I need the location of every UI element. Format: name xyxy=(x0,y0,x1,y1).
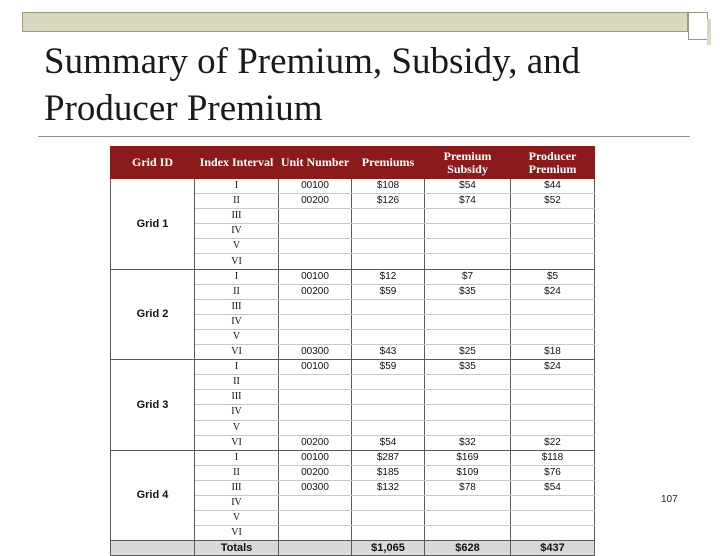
unit-number-cell xyxy=(279,405,352,420)
premiums-cell xyxy=(352,209,425,224)
unit-number-cell: 00100 xyxy=(279,269,352,284)
totals-producer: $437 xyxy=(511,541,595,556)
producer-premium-cell: $52 xyxy=(511,194,595,209)
premiums-cell xyxy=(352,526,425,541)
index-interval-cell: V xyxy=(195,239,279,254)
premiums-cell: $54 xyxy=(352,435,425,450)
index-interval-cell: VI xyxy=(195,526,279,541)
premium-subsidy-cell: $78 xyxy=(425,480,511,495)
index-interval-cell: II xyxy=(195,465,279,480)
table-body xyxy=(111,179,595,541)
unit-number-cell: 00200 xyxy=(279,284,352,299)
index-interval-cell: IV xyxy=(195,495,279,510)
premium-subsidy-cell xyxy=(425,526,511,541)
index-interval-cell: I xyxy=(195,269,279,284)
premium-subsidy-cell xyxy=(425,299,511,314)
premiums-cell: $43 xyxy=(352,345,425,360)
premium-subsidy-cell xyxy=(425,495,511,510)
producer-premium-cell xyxy=(511,511,595,526)
producer-premium-cell xyxy=(511,314,595,329)
unit-number-cell: 00100 xyxy=(279,450,352,465)
premiums-cell: $185 xyxy=(352,465,425,480)
premiums-cell xyxy=(352,224,425,239)
premiums-cell xyxy=(352,254,425,269)
premiums-cell: $59 xyxy=(352,284,425,299)
premiums-cell: $108 xyxy=(352,179,425,194)
table-row xyxy=(111,269,595,284)
index-interval-cell: II xyxy=(195,194,279,209)
index-interval-cell: VI xyxy=(195,435,279,450)
producer-premium-cell xyxy=(511,299,595,314)
unit-number-cell xyxy=(279,224,352,239)
slide-corner-box xyxy=(688,12,708,40)
producer-premium-cell: $24 xyxy=(511,360,595,375)
index-interval-cell: I xyxy=(195,179,279,194)
page-number: 107 xyxy=(661,494,678,505)
totals-unit-cell xyxy=(279,541,352,556)
unit-number-cell: 00300 xyxy=(279,480,352,495)
unit-number-cell xyxy=(279,329,352,344)
unit-number-cell: 00200 xyxy=(279,194,352,209)
premium-subsidy-cell: $32 xyxy=(425,435,511,450)
premiums-cell: $287 xyxy=(352,450,425,465)
header-premiums: Premiums xyxy=(352,147,425,179)
header-unit-number: Unit Number xyxy=(279,147,352,179)
producer-premium-cell xyxy=(511,526,595,541)
index-interval-cell: I xyxy=(195,450,279,465)
unit-number-cell: 00100 xyxy=(279,179,352,194)
premium-subsidy-cell: $54 xyxy=(425,179,511,194)
premium-subsidy-cell xyxy=(425,209,511,224)
premiums-cell xyxy=(352,329,425,344)
premium-subsidy-cell: $7 xyxy=(425,269,511,284)
index-interval-cell: III xyxy=(195,209,279,224)
premiums-cell xyxy=(352,239,425,254)
index-interval-cell: III xyxy=(195,480,279,495)
unit-number-cell: 00100 xyxy=(279,360,352,375)
producer-premium-cell xyxy=(511,375,595,390)
producer-premium-cell: $22 xyxy=(511,435,595,450)
premium-subsidy-cell: $74 xyxy=(425,194,511,209)
premiums-cell: $132 xyxy=(352,480,425,495)
table-row xyxy=(111,179,595,194)
premiums-cell xyxy=(352,405,425,420)
slide-top-bar xyxy=(22,12,688,32)
producer-premium-cell xyxy=(511,224,595,239)
header-producer-premium: Producer Premium xyxy=(511,147,595,179)
totals-subsidy: $628 xyxy=(425,541,511,556)
index-interval-cell: III xyxy=(195,299,279,314)
premium-subsidy-cell xyxy=(425,329,511,344)
premium-subsidy-cell xyxy=(425,239,511,254)
producer-premium-cell xyxy=(511,329,595,344)
unit-number-cell: 00200 xyxy=(279,435,352,450)
index-interval-cell: III xyxy=(195,390,279,405)
producer-premium-cell: $44 xyxy=(511,179,595,194)
producer-premium-cell xyxy=(511,405,595,420)
premium-summary-table xyxy=(110,146,595,556)
premium-subsidy-cell: $25 xyxy=(425,345,511,360)
premiums-cell xyxy=(352,420,425,435)
premium-subsidy-cell xyxy=(425,390,511,405)
producer-premium-cell xyxy=(511,239,595,254)
premium-subsidy-cell xyxy=(425,405,511,420)
index-interval-cell: IV xyxy=(195,314,279,329)
premium-subsidy-cell xyxy=(425,254,511,269)
index-interval-cell: VI xyxy=(195,254,279,269)
premium-subsidy-cell xyxy=(425,511,511,526)
premium-subsidy-cell: $35 xyxy=(425,284,511,299)
unit-number-cell: 00200 xyxy=(279,465,352,480)
grid-id-cell: Grid 2 xyxy=(111,269,195,360)
premium-subsidy-cell: $109 xyxy=(425,465,511,480)
header-row xyxy=(111,147,595,179)
grid-id-cell: Grid 4 xyxy=(111,450,195,541)
title-divider xyxy=(38,136,690,137)
premiums-cell xyxy=(352,511,425,526)
table-row xyxy=(111,360,595,375)
index-interval-cell: V xyxy=(195,511,279,526)
premiums-cell xyxy=(352,314,425,329)
header-index-interval: Index Interval xyxy=(195,147,279,179)
slide-title: Summary of Premium, Subsidy, and Producer Premium xyxy=(44,41,581,129)
index-interval-cell: IV xyxy=(195,224,279,239)
header-premium-subsidy: Premium Subsidy xyxy=(425,147,511,179)
producer-premium-cell: $118 xyxy=(511,450,595,465)
unit-number-cell: 00300 xyxy=(279,345,352,360)
premiums-cell xyxy=(352,299,425,314)
index-interval-cell: V xyxy=(195,329,279,344)
premium-subsidy-cell xyxy=(425,224,511,239)
producer-premium-cell xyxy=(511,495,595,510)
grid-id-cell: Grid 1 xyxy=(111,179,195,270)
totals-label: Totals xyxy=(195,541,279,556)
producer-premium-cell: $5 xyxy=(511,269,595,284)
unit-number-cell xyxy=(279,495,352,510)
index-interval-cell: V xyxy=(195,420,279,435)
unit-number-cell xyxy=(279,375,352,390)
producer-premium-cell xyxy=(511,254,595,269)
unit-number-cell xyxy=(279,526,352,541)
premium-subsidy-cell xyxy=(425,375,511,390)
premiums-cell xyxy=(352,390,425,405)
premium-subsidy-cell xyxy=(425,420,511,435)
unit-number-cell xyxy=(279,299,352,314)
unit-number-cell xyxy=(279,511,352,526)
premium-subsidy-cell xyxy=(425,314,511,329)
index-interval-cell: I xyxy=(195,360,279,375)
premium-subsidy-cell: $169 xyxy=(425,450,511,465)
premiums-cell: $126 xyxy=(352,194,425,209)
premiums-cell: $12 xyxy=(352,269,425,284)
table-footer xyxy=(111,541,595,556)
producer-premium-cell xyxy=(511,420,595,435)
table-header xyxy=(111,147,595,179)
index-interval-cell: IV xyxy=(195,405,279,420)
producer-premium-cell: $18 xyxy=(511,345,595,360)
header-grid-id: Grid ID xyxy=(111,147,195,179)
producer-premium-cell: $76 xyxy=(511,465,595,480)
index-interval-cell: VI xyxy=(195,345,279,360)
producer-premium-cell xyxy=(511,209,595,224)
premiums-cell: $59 xyxy=(352,360,425,375)
unit-number-cell xyxy=(279,239,352,254)
totals-spacer-cell xyxy=(111,541,195,556)
producer-premium-cell xyxy=(511,390,595,405)
totals-row xyxy=(111,541,595,556)
index-interval-cell: II xyxy=(195,375,279,390)
grid-id-cell: Grid 3 xyxy=(111,360,195,451)
unit-number-cell xyxy=(279,254,352,269)
table-row xyxy=(111,450,595,465)
unit-number-cell xyxy=(279,314,352,329)
producer-premium-cell: $24 xyxy=(511,284,595,299)
premiums-cell xyxy=(352,495,425,510)
unit-number-cell xyxy=(279,420,352,435)
producer-premium-cell: $54 xyxy=(511,480,595,495)
index-interval-cell: II xyxy=(195,284,279,299)
unit-number-cell xyxy=(279,209,352,224)
totals-premiums: $1,065 xyxy=(352,541,425,556)
premium-subsidy-cell: $35 xyxy=(425,360,511,375)
premiums-cell xyxy=(352,375,425,390)
unit-number-cell xyxy=(279,390,352,405)
